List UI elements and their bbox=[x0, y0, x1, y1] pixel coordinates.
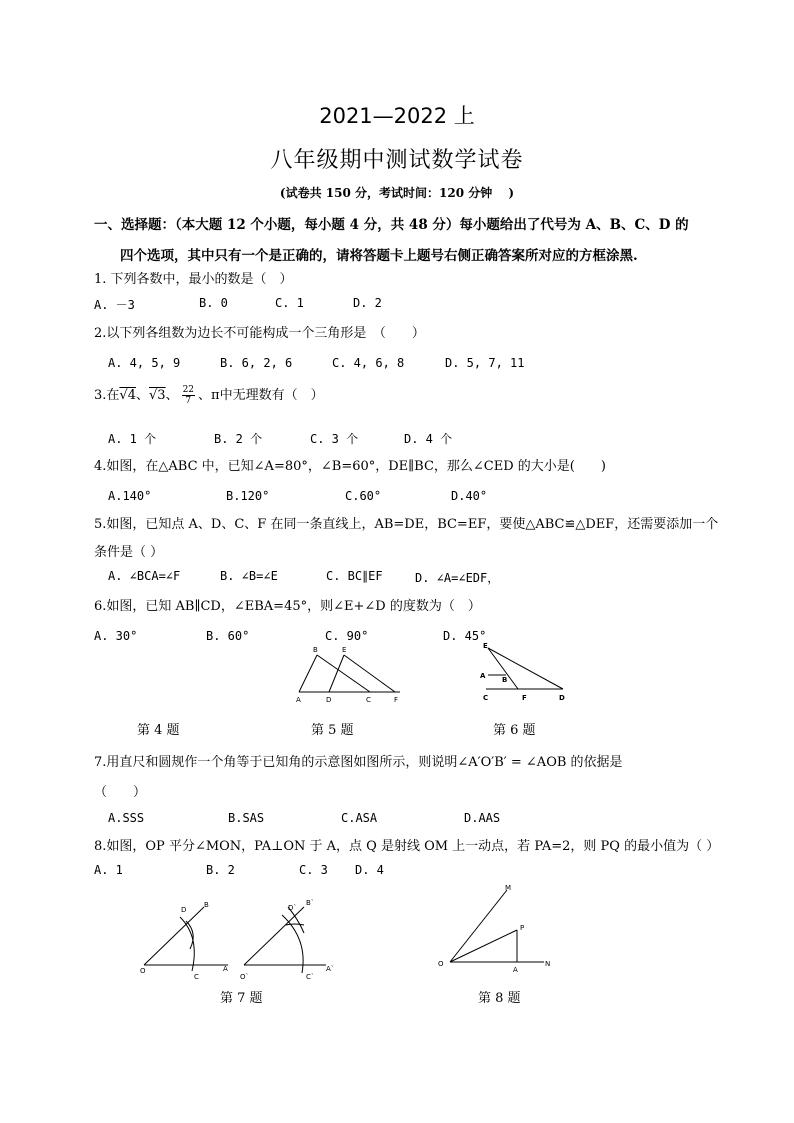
q7-option-b: B.SAS bbox=[228, 811, 265, 825]
question-6: 6.如图，已知 AB∥CD，∠EBA=45°，则∠E+∠D 的度数为（ ） bbox=[94, 599, 481, 614]
fig7-label-b: B bbox=[204, 901, 209, 909]
fig7-label-d: D bbox=[181, 906, 187, 914]
q5-option-c: C. BC∥EF bbox=[326, 569, 383, 583]
q3-option-c: C. 3 个 bbox=[310, 432, 359, 446]
q4-option-c: C.60° bbox=[345, 489, 382, 503]
q3-root-4: √4 bbox=[119, 388, 136, 403]
fig7-label-b-prime: B` bbox=[306, 899, 315, 907]
q1-option-d: D. 2 bbox=[353, 296, 382, 310]
q3-pi: π bbox=[211, 388, 220, 403]
question-5-line2: 条件是（ ） bbox=[94, 545, 164, 560]
exam-title: 八年级期中测试数学试卷 bbox=[270, 148, 524, 173]
question-1: 1. 下列各数中，最小的数是（ ） bbox=[94, 272, 293, 287]
figure-8 bbox=[434, 880, 559, 975]
q6-option-d: D. 45° bbox=[443, 629, 487, 643]
fig7-label-o: O bbox=[140, 967, 146, 975]
q4-option-a: A.140° bbox=[108, 489, 152, 503]
fig6-label-a: A bbox=[480, 672, 486, 680]
figure-6 bbox=[478, 640, 573, 706]
q8-option-b: B. 2 bbox=[206, 863, 235, 877]
q7-option-a: A.SSS bbox=[108, 811, 145, 825]
q6-option-a: A. 30° bbox=[94, 629, 138, 643]
q3-suffix: 中无理数有（ ） bbox=[219, 388, 324, 403]
exam-subtitle: (试卷共 150 分，考试时间：120 分钟 ) bbox=[279, 186, 515, 200]
fig6-label-e: E bbox=[483, 642, 488, 650]
question-7-line1: 7.用直尺和圆规作一个角等于已知角的示意图如图所示，则说明∠A′O′B′ = ∠AOB 的依据是 bbox=[94, 755, 623, 770]
q3-fraction-num: 22 bbox=[182, 385, 195, 395]
question-5-line1: 5.如图，已知点 A、D、C、F 在同一条直线上，AB=DE，BC=EF，要使△ABC≌△DEF，还需要添加一个 bbox=[94, 517, 719, 532]
caption-fig5: 第 5 题 bbox=[311, 723, 354, 738]
fig6-label-c: C bbox=[483, 694, 489, 702]
fig5-label-a: A bbox=[296, 696, 301, 704]
q5-option-a: A. ∠BCA=∠F bbox=[108, 569, 181, 583]
q5-option-d: D. ∠A=∠EDF， bbox=[415, 571, 500, 585]
fig7-label-a: A bbox=[223, 965, 228, 973]
q1-option-a: A. －3 bbox=[94, 298, 135, 312]
question-2: 2.以下列各组数为边长不可能构成一个三角形是 （ ） bbox=[94, 326, 425, 341]
fig5-label-b: B bbox=[313, 646, 318, 654]
fig5-label-e: E bbox=[342, 646, 347, 654]
fig7-label-c-prime: C` bbox=[306, 973, 315, 981]
caption-fig6: 第 6 题 bbox=[493, 723, 536, 738]
q7-option-c: C.ASA bbox=[341, 811, 378, 825]
fig7-label-a-prime: A` bbox=[326, 965, 335, 973]
q3-option-d: D. 4 个 bbox=[404, 432, 453, 446]
figure-5 bbox=[292, 642, 407, 706]
q4-option-b: B.120° bbox=[226, 489, 270, 503]
q2-option-c: C. 4, 6, 8 bbox=[332, 356, 405, 370]
q8-option-d: D. 4 bbox=[355, 863, 384, 877]
exam-year: 2021—2022 上 bbox=[319, 104, 475, 128]
question-3 bbox=[94, 384, 324, 406]
question-4: 4.如图，在△ABC 中，已知∠A=80°，∠B=60°，DE∥BC，那么∠CED 的大小是( ) bbox=[94, 459, 606, 474]
caption-fig7: 第 7 题 bbox=[220, 991, 263, 1006]
fig7-label-d-prime: D` bbox=[288, 904, 297, 912]
q3-option-b: B. 2 个 bbox=[214, 432, 263, 446]
q8-option-a: A. 1 bbox=[94, 863, 123, 877]
q4-option-d: D.40° bbox=[451, 489, 488, 503]
q6-option-b: B. 60° bbox=[206, 629, 250, 643]
q1-option-c: C. 1 bbox=[275, 296, 304, 310]
fig6-label-b: B bbox=[502, 676, 508, 684]
question-7-line2: （ ） bbox=[94, 785, 147, 800]
q3-sep: 、 bbox=[198, 388, 212, 403]
q3-fraction-den: 7 bbox=[185, 396, 192, 406]
caption-fig8: 第 8 题 bbox=[478, 991, 521, 1006]
fig7-label-o-prime: O` bbox=[240, 973, 250, 981]
fig8-label-p: P bbox=[520, 924, 525, 932]
fig5-label-c: C bbox=[366, 696, 371, 704]
fig5-label-f: F bbox=[394, 696, 399, 704]
fig7-label-c: C bbox=[194, 973, 199, 981]
q3-root-3: √3 bbox=[148, 388, 166, 403]
fig8-label-o: O bbox=[438, 960, 444, 968]
q3-option-a: A. 1 个 bbox=[108, 432, 157, 446]
q2-option-d: D. 5, 7, 11 bbox=[445, 356, 525, 370]
question-8: 8.如图，OP 平分∠MON，PA⊥ON 于 A，点 Q 是射线 OM 上一动点，若 PA=2，则 PQ 的最小值为（ ） bbox=[94, 839, 720, 854]
q3-sep: 、 bbox=[135, 388, 149, 403]
q2-option-a: A. 4, 5, 9 bbox=[108, 356, 181, 370]
q3-prefix: 3.在 bbox=[94, 388, 120, 403]
fig5-label-d: D bbox=[326, 696, 332, 704]
q2-option-b: B. 6, 2, 6 bbox=[220, 356, 293, 370]
q5-option-b: B. ∠B=∠E bbox=[220, 569, 278, 583]
fig8-label-a: A bbox=[513, 966, 518, 974]
fig6-label-d: D bbox=[559, 694, 565, 702]
fig8-label-n: N bbox=[545, 960, 551, 968]
fig8-label-m: M bbox=[505, 884, 512, 892]
figure-7 bbox=[136, 895, 346, 985]
section-instructions-line1: 一、选择题：（本大题 12 个小题，每小题 4 分，共 48 分）每小题给出了代号为 A、B、C、D 的 bbox=[94, 217, 689, 233]
q3-fraction bbox=[182, 385, 195, 406]
caption-fig4: 第 4 题 bbox=[137, 723, 180, 738]
q1-option-b: B. 0 bbox=[199, 296, 228, 310]
fig6-label-f: F bbox=[522, 694, 527, 702]
q7-option-d: D.AAS bbox=[464, 811, 501, 825]
q6-option-c: C. 90° bbox=[325, 629, 369, 643]
q3-sep: 、 bbox=[165, 388, 179, 403]
section-instructions-line2: 四个选项，其中只有一个是正确的，请将答题卡上题号右侧正确答案所对应的方框涂黑. bbox=[120, 248, 638, 264]
q8-option-c: C. 3 bbox=[299, 863, 328, 877]
